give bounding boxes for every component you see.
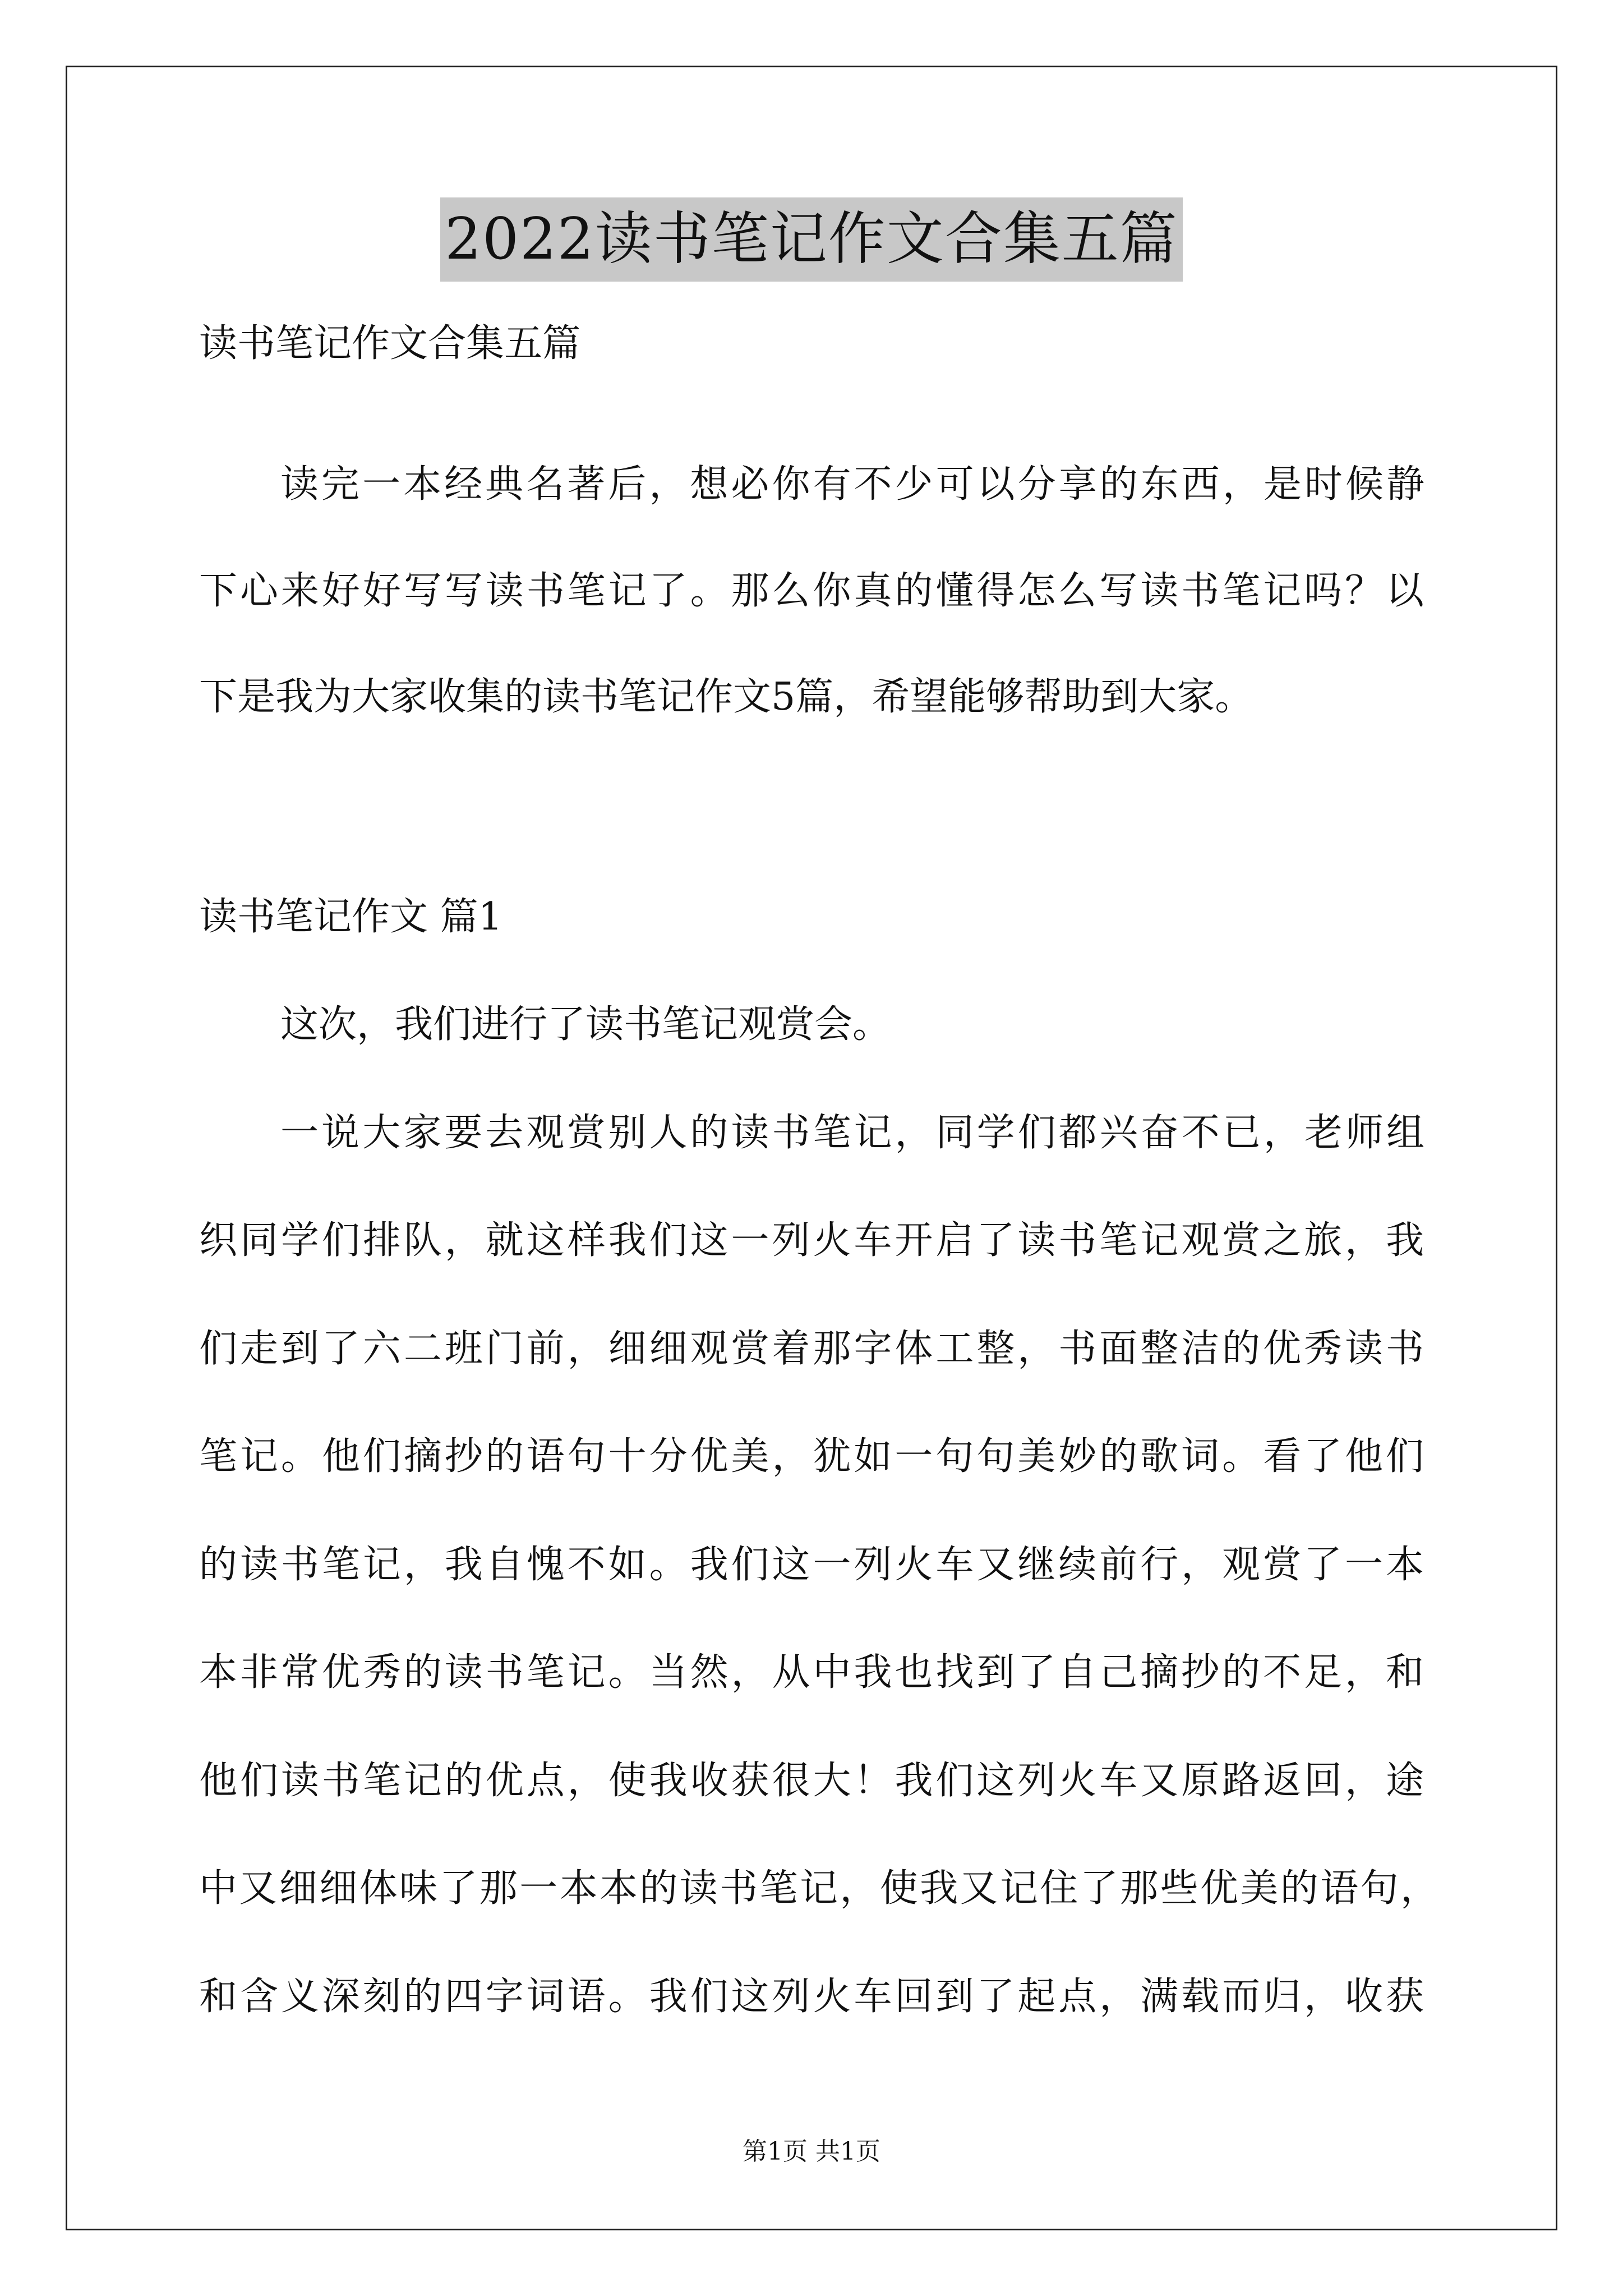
title-container bbox=[0, 197, 1623, 282]
body-line-1: 一说大家要去观赏别人的读书笔记，同学们都兴奋不已，老师组 bbox=[280, 1111, 1424, 1155]
intro-line-1: 读完一本经典名著后，想必你有不少可以分享的东西，是时候静 bbox=[280, 462, 1424, 507]
body-line-6: 本非常优秀的读书笔记。当然，从中我也找到了自己摘抄的不足，和 bbox=[199, 1650, 1424, 1695]
intro-line-3: 下是我为大家收集的读书笔记作文5篇，希望能够帮助到大家。 bbox=[199, 675, 1253, 719]
page-footer: 第1页 共1页 bbox=[743, 2137, 880, 2166]
document-title: 2022读书笔记作文合集五篇 bbox=[440, 197, 1183, 282]
body-line-9: 和含义深刻的四字词语。我们这列火车回到了起点，满载而归，收获 bbox=[199, 1975, 1424, 2019]
body-line-8: 中又细细体味了那一本本的读书笔记，使我又记住了那些优美的语句， bbox=[199, 1866, 1438, 1911]
body-line-7: 他们读书笔记的优点，使我收获很大！我们这列火车又原路返回，途 bbox=[199, 1759, 1424, 1803]
body-line-3: 们走到了六二班门前，细细观赏着那字体工整，书面整洁的优秀读书 bbox=[199, 1327, 1424, 1371]
intro-line-2: 下心来好好写写读书笔记了。那么你真的懂得怎么写读书笔记吗？以 bbox=[199, 569, 1424, 613]
section-heading: 读书笔记作文 篇1 bbox=[199, 895, 502, 939]
body-line-2: 织同学们排队，就这样我们这一列火车开启了读书笔记观赏之旅，我 bbox=[199, 1218, 1424, 1263]
body-line-5: 的读书笔记，我自愧不如。我们这一列火车又继续前行，观赏了一本 bbox=[199, 1543, 1424, 1587]
document-subtitle: 读书笔记作文合集五篇 bbox=[199, 321, 581, 366]
body-line-4: 笔记。他们摘抄的语句十分优美，犹如一句句美妙的歌词。看了他们 bbox=[199, 1434, 1424, 1479]
section-first-line: 这次，我们进行了读书笔记观赏会。 bbox=[280, 1002, 891, 1047]
